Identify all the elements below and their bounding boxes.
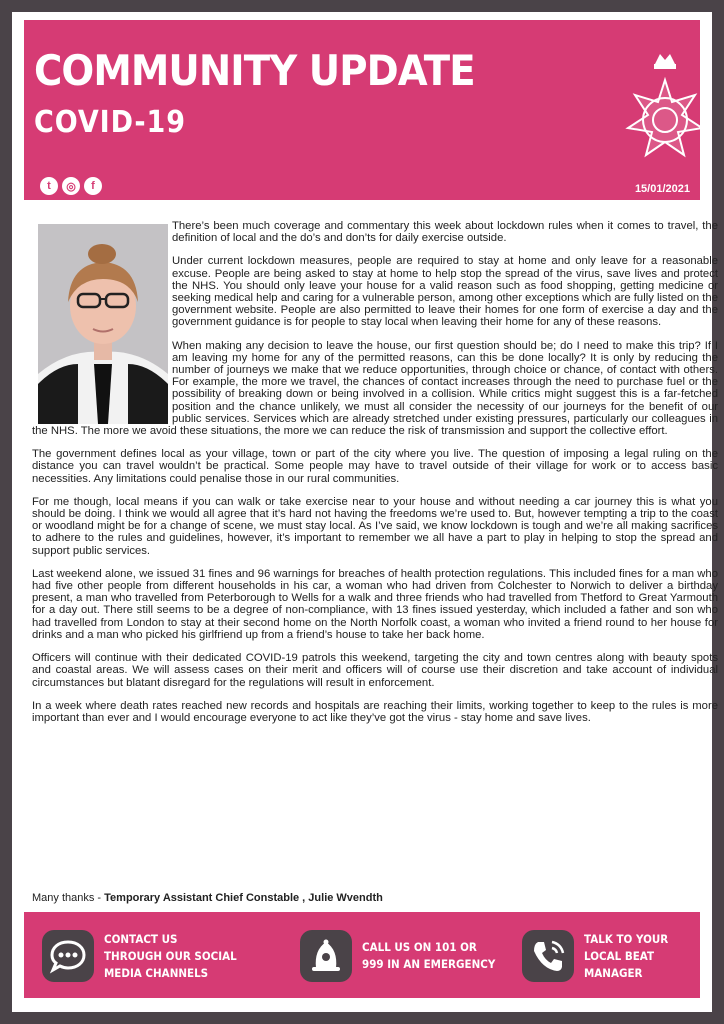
phone-icon — [522, 930, 574, 982]
chat-bubble-icon — [42, 930, 94, 982]
footer-label-social: CONTACT US THROUGH OUR SOCIAL MEDIA CHANNELS — [104, 931, 237, 980]
instagram-icon[interactable]: ◎ — [62, 177, 80, 195]
date-label: 15/01/2021 — [634, 183, 690, 195]
footer-banner — [24, 912, 700, 998]
footer-label-beat-manager: TALK TO YOUR LOCAL BEAT MANAGER — [584, 931, 669, 980]
paragraph: Under current lockdown measures, people are required to stay at home and only leave for a reasonable excuse. People are being asked to stay at home to help stop the spread of the virus, save lives and protect the NHS. You should only leave your house for a valid reason such as food shopping, getting medicine or seeking medical help and caring for a vulnerable person, among other exceptions which are fully listed on the government website. People are also permitted to leave their homes for one form of exercise a day and the government guidance is for people to stay local when leaving their home for any of these reasons. — [172, 255, 718, 329]
twitter-icon[interactable]: t — [40, 177, 58, 195]
paragraph: For me though, local means if you can walk or take exercise near to your house and without needing a car journey this is what you should be doing. I think we would all agree that it’s hard not having the freedoms we’re used to. But, however tempting a trip to the coast or woodland might be for a change of scene, we must stay local. As I’ve said, we know lockdown is tough and we’re all making sacrifices to adhere to the rules and guidelines, however, it’s important to remember we all have a part to play in helping to stop the spread and support public services. — [32, 495, 718, 557]
facebook-icon[interactable]: f — [84, 177, 102, 195]
constabulary-star-badge-icon — [610, 40, 700, 190]
paragraph: There’s been much coverage and commentary this week about lockdown rules when it comes to travel, the definition of local and the do’s and don’ts for daily exercise outside. — [172, 220, 718, 245]
footer-item-social[interactable] — [42, 930, 254, 982]
signoff-name: Temporary Assistant Chief Constable , Julie Wvendth — [104, 892, 383, 904]
paragraph: The government defines local as your village, town or part of the city where you live. The question of imposing a legal ruling on the distance you can travel wouldn’t be practical. Some people may have to travel outside of their village for work or to access basic necessities. Any limitations could penalise those in our rural communities. — [32, 448, 718, 485]
header-banner — [24, 20, 700, 200]
paragraph: When making any decision to leave the house, our first question should be; do I need to make this trip? If I am leaving my home for any of the permitted reasons, can this be done locally? It is only by reducing the number of journeys we make that we reduce opportunities, through choice or chance, of contact with others. For example, the more we travel, the chances of contact increases through the need to purchase fuel or the possibility of breaking down or being involved in a collision. While critics might suggest this is a far-fetched position and the chance unlikely, we must all consider the necessity of our journeys for the benefit of our public services. Services which are already stretched under existing pressures, particularly our colleagues in the NHS. The more we avoid these situations, the more we can reduce the risk of transmission and support the collective effort. — [32, 339, 718, 438]
paragraph: In a week where death rates reached new records and hospitals are reaching their limits, working together to keep to the rules is more important than ever and I would encourage everyone to act like they’ve got the virus - stay home and save lives. — [32, 699, 718, 724]
article-body — [32, 220, 718, 735]
paragraph: Last weekend alone, we issued 31 fines and 96 warnings for breaches of health protection regulations. This included fines for a man who had five other people from different households in his car, a woman who had driven from Colchester to Norwich to deliver a birthday present, a man who travelled from Peterborough to Wells for a walk and three friends who had travelled from Thetford to Great Yarmouth for a day out. There still seems to be a degree of non-compliance, with 13 fines issued yesterday, which included a father and son who had travelled from London to stay at their second home on the North Norfolk coast, a woman who invited a friend round to her house for drinks and a man who picked his girlfriend up from a friend’s house to take her back home. — [32, 567, 718, 641]
photo-spacer — [32, 220, 172, 425]
footer-item-call[interactable] — [300, 930, 512, 982]
page-subtitle: COVID-19 — [34, 105, 186, 140]
footer-label-call: CALL US ON 101 OR 999 IN AN EMERGENCY — [362, 940, 496, 971]
paragraph: Officers will continue with their dedicated COVID-19 patrols this weekend, targeting the city and town centres along with beauty spots and coastal areas. We will assess cases on their merit and officers will of course use their discretion and take account of individual circumstances but blatant disregard for the regulations will result in enforcement. — [32, 652, 718, 689]
page-title: COMMUNITY UPDATE — [34, 46, 475, 95]
footer-item-beat-manager[interactable] — [522, 930, 714, 982]
signoff — [32, 892, 383, 904]
newsletter-page — [12, 12, 718, 1012]
police-helmet-icon — [300, 930, 352, 982]
signoff-prefix: Many thanks - — [32, 892, 105, 904]
social-icons — [40, 177, 102, 195]
